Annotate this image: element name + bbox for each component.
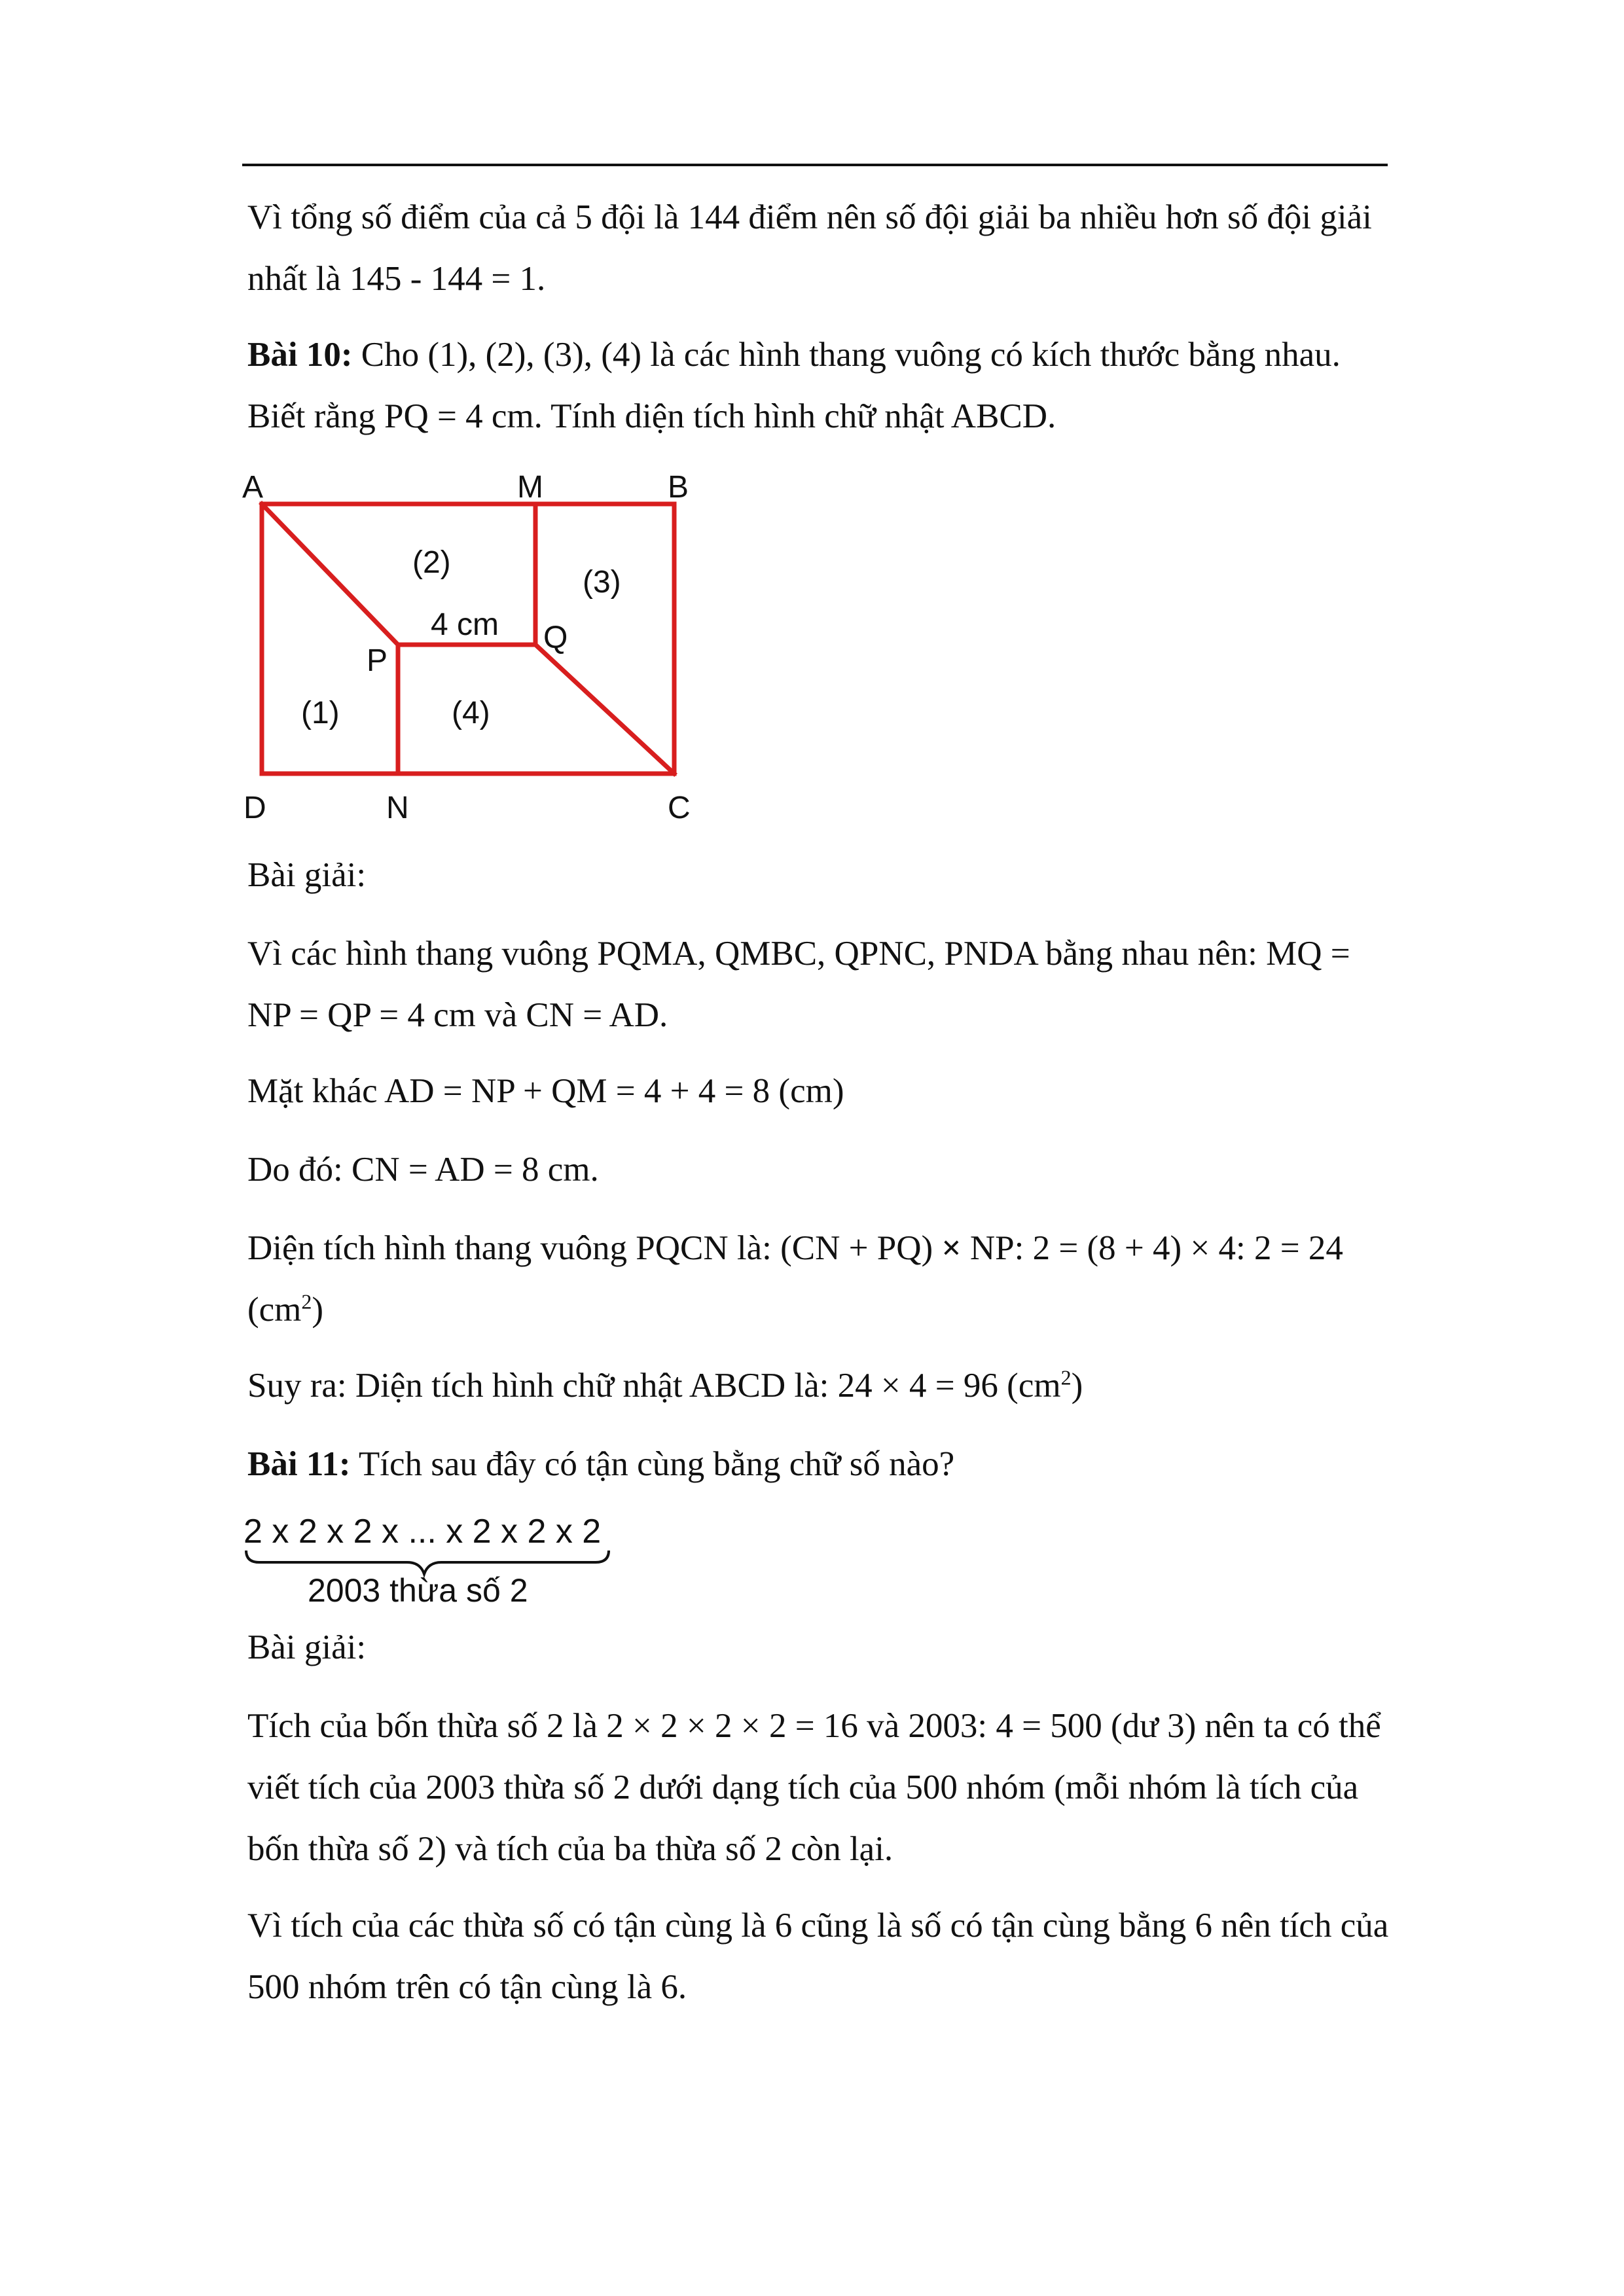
expression-bottom: 2003 thừa số 2 bbox=[308, 1572, 528, 1607]
bai11-solution-heading: Bài giải: bbox=[247, 1628, 367, 1666]
bai11-solution-line-1: Tích của bốn thừa số 2 là 2 × 2 × 2 × 2 = 16 và 2003: 4 = 500 (dư 3) nên ta có thể viết tích của 2003 thừa số 2 dưới dạng tích của 500 nhóm (mỗi nhóm là tích của bốn thừa số 2) và tích của ba thừa số 2 còn lại. bbox=[247, 1707, 1381, 1868]
region-4-label: (4) bbox=[452, 696, 490, 730]
s4-times-sign: × bbox=[941, 1229, 962, 1267]
region-2-label: (2) bbox=[412, 545, 451, 580]
bai10-solution-line-1: Vì các hình thang vuông PQMA, QMBC, QPNC, PNDA bằng nhau nên: MQ = NP = QP = 4 cm và CN = AD. bbox=[247, 935, 1350, 1034]
s4-part-a: Diện tích hình thang vuông PQCN là: (CN + PQ) bbox=[247, 1229, 942, 1267]
s4-part-b: NP: 2 = (8 + 4) × 4: 2 = 24 (cm bbox=[247, 1229, 1343, 1329]
region-3-label: (3) bbox=[583, 565, 621, 600]
s4-superscript: 2 bbox=[301, 1289, 312, 1314]
point-d-label: D bbox=[244, 791, 266, 825]
segment-ap bbox=[262, 504, 398, 645]
bai10-problem bbox=[247, 324, 1393, 447]
product-expression bbox=[242, 1509, 635, 1607]
point-c-label: C bbox=[668, 791, 691, 825]
bai11-label: Bài 11: bbox=[247, 1445, 351, 1483]
s5-part-a: Suy ra: Diện tích hình chữ nhật ABCD là: 24 × 4 = 96 (cm bbox=[247, 1367, 1061, 1405]
trapezoid-figure bbox=[236, 458, 720, 838]
bai10-solution-heading: Bài giải: bbox=[247, 856, 367, 894]
point-m-label: M bbox=[517, 470, 543, 505]
s5-superscript: 2 bbox=[1060, 1365, 1072, 1390]
expression-top: 2 x 2 x 2 x ... x 2 x 2 x 2 bbox=[244, 1513, 602, 1551]
bai11-problem bbox=[247, 1433, 1393, 1495]
bai10-solution-line-3: Do đó: CN = AD = 8 cm. bbox=[247, 1151, 599, 1189]
s4-part-c: ) bbox=[312, 1291, 324, 1329]
region-1-label: (1) bbox=[301, 696, 340, 730]
bai10-solution-line-4 bbox=[247, 1217, 1393, 1340]
pq-length-label: 4 cm bbox=[431, 607, 499, 642]
s5-part-c: ) bbox=[1071, 1367, 1083, 1405]
bai10-solution-line-5 bbox=[247, 1355, 1393, 1416]
header-rule bbox=[242, 164, 1388, 166]
point-b-label: B bbox=[668, 470, 689, 505]
segment-qc bbox=[535, 645, 674, 774]
intro-paragraph: Vì tổng số điểm của cả 5 đội là 144 điểm nên số đội giải ba nhiều hơn số đội giải nhất là 145 - 144 = 1. bbox=[247, 198, 1372, 298]
bai11-problem-text: Tích sau đây có tận cùng bằng chữ số nào? bbox=[350, 1445, 955, 1483]
point-p-label: P bbox=[367, 643, 388, 678]
bai10-solution-line-2: Mặt khác AD = NP + QM = 4 + 4 = 8 (cm) bbox=[247, 1072, 844, 1110]
bai10-label: Bài 10: bbox=[247, 336, 353, 374]
bai11-solution-line-2: Vì tích của các thừa số có tận cùng là 6 cũng là số có tận cùng bằng 6 nên tích của 500 nhóm trên có tận cùng là 6. bbox=[247, 1907, 1389, 2006]
point-n-label: N bbox=[386, 791, 409, 825]
point-a-label: A bbox=[242, 470, 264, 505]
bai10-problem-text: Cho (1), (2), (3), (4) là các hình thang vuông có kích thước bằng nhau. Biết rằng PQ = 4 cm. Tính diện tích hình chữ nhật ABCD. bbox=[247, 336, 1341, 435]
underbrace-icon bbox=[246, 1551, 609, 1574]
point-q-label: Q bbox=[543, 620, 568, 655]
